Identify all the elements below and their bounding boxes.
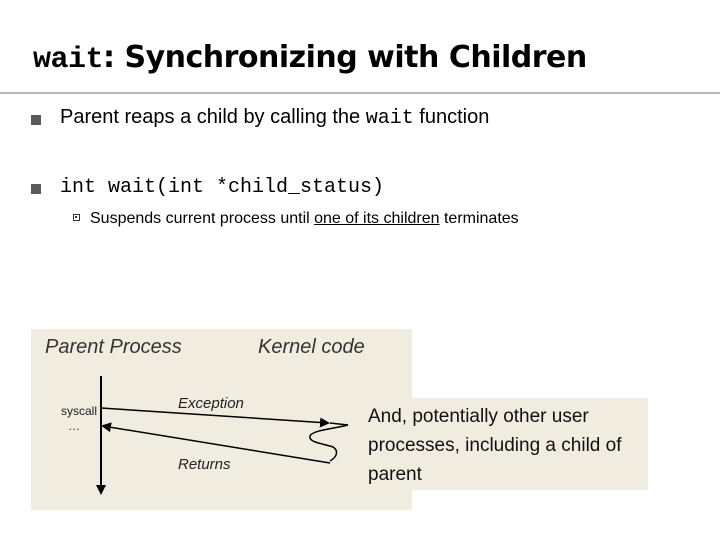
kernel-squiggle xyxy=(310,423,348,461)
bullet-1-pre: Parent reaps a child by calling the xyxy=(60,106,366,128)
parent-process-label: Parent Process xyxy=(45,336,182,358)
sub-bullet-post: terminates xyxy=(439,210,519,227)
title-code: wait xyxy=(33,43,104,77)
title-text: : Synchronizing with Children xyxy=(103,40,587,75)
bullet-1-code: wait xyxy=(365,107,414,130)
returns-label: Returns xyxy=(178,456,231,473)
sub-bullet-pre: Suspends current process until xyxy=(90,210,315,227)
ellipsis-label: … xyxy=(68,419,80,433)
bullet-1-post: function xyxy=(413,106,490,128)
other-processes-note: And, potentially other user processes, including a child of parent xyxy=(368,406,622,485)
exception-label: Exception xyxy=(178,395,244,412)
sub-bullet-underlined: one of its children xyxy=(314,210,440,227)
syscall-label: syscall xyxy=(61,404,98,418)
kernel-code-label: Kernel code xyxy=(258,336,365,358)
bullet-2-code: int wait(int *child_status) xyxy=(60,176,385,199)
